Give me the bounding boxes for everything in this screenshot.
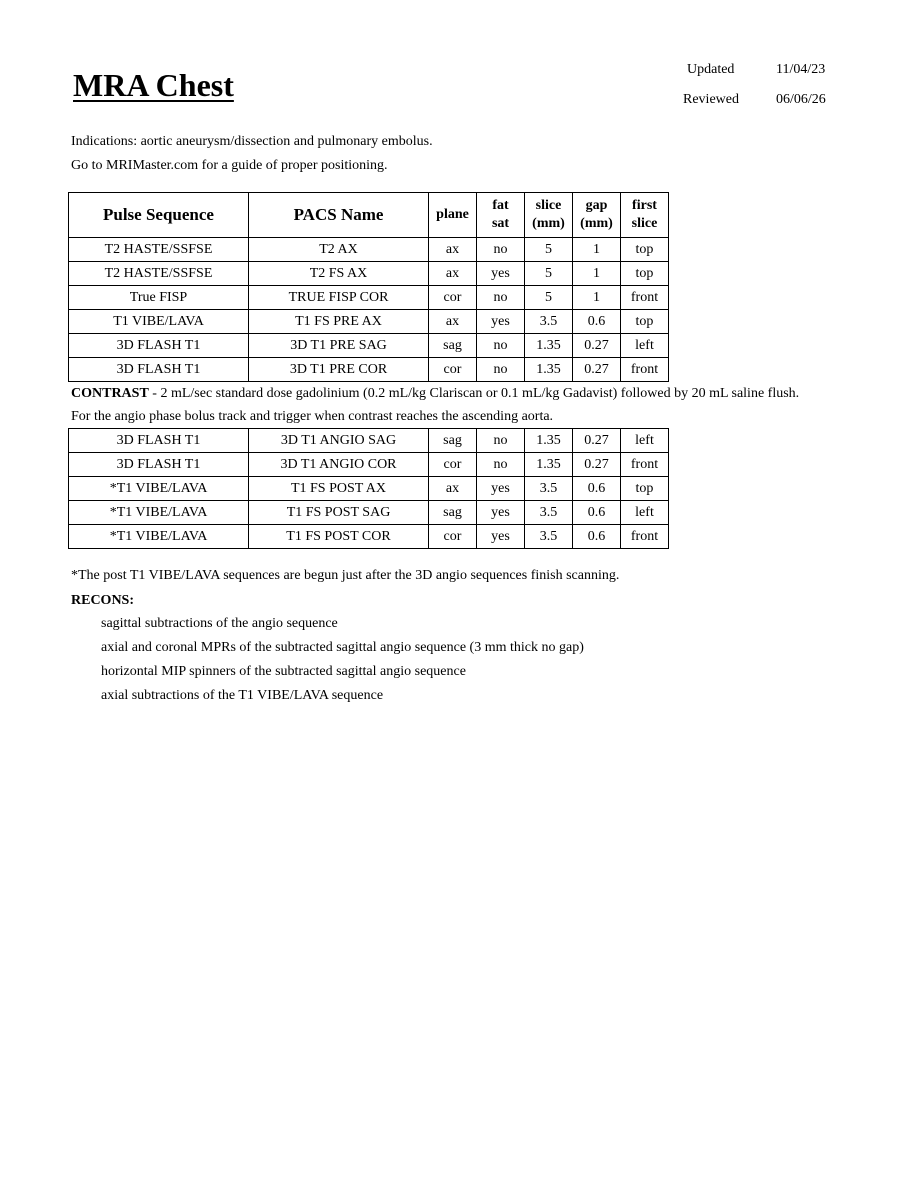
cell-fat-sat: no: [477, 453, 525, 477]
cell-pulse-sequence: T1 VIBE/LAVA: [69, 310, 249, 334]
page-title: MRA Chest: [73, 67, 234, 103]
cell-slice-thickness: 3.5: [525, 501, 573, 525]
cell-plane: ax: [429, 477, 477, 501]
cell-pacs-name: 3D T1 ANGIO SAG: [249, 429, 429, 453]
cell-gap: 0.6: [573, 525, 621, 549]
post-contrast-rows: [69, 429, 669, 549]
cell-gap: 0.6: [573, 501, 621, 525]
cell-slice-thickness: 5: [525, 238, 573, 262]
cell-fat-sat: yes: [477, 310, 525, 334]
cell-slice-thickness: 5: [525, 286, 573, 310]
cell-fat-sat: no: [477, 286, 525, 310]
header-first-slice: [621, 193, 669, 238]
cell-pulse-sequence: True FISP: [69, 286, 249, 310]
cell-gap: 1: [573, 286, 621, 310]
header-fat-sat: [477, 193, 525, 238]
cell-plane: cor: [429, 286, 477, 310]
cell-first-slice: top: [621, 310, 669, 334]
cell-pacs-name: 3D T1 PRE COR: [249, 358, 429, 382]
cell-slice-thickness: 1.35: [525, 358, 573, 382]
cell-pulse-sequence: *T1 VIBE/LAVA: [69, 501, 249, 525]
cell-slice-thickness: 3.5: [525, 477, 573, 501]
cell-first-slice: left: [621, 334, 669, 358]
cell-pacs-name: TRUE FISP COR: [249, 286, 429, 310]
cell-pacs-name: 3D T1 PRE SAG: [249, 334, 429, 358]
indications-text: Indications: aortic aneurysm/dissection and pulmonary embolus.: [71, 134, 433, 149]
cell-fat-sat: no: [477, 238, 525, 262]
cell-pacs-name: T2 AX: [249, 238, 429, 262]
cell-first-slice: top: [621, 477, 669, 501]
cell-pulse-sequence: 3D FLASH T1: [69, 358, 249, 382]
post-note: *The post T1 VIBE/LAVA sequences are begun just after the 3D angio sequences finish scanning.: [71, 568, 620, 583]
cell-slice-thickness: 1.35: [525, 334, 573, 358]
cell-plane: ax: [429, 310, 477, 334]
cell-pulse-sequence: 3D FLASH T1: [69, 453, 249, 477]
cell-slice-thickness: 5: [525, 262, 573, 286]
cell-plane: sag: [429, 429, 477, 453]
recons-label: RECONS:: [71, 593, 135, 608]
updated-label: Updated: [687, 62, 735, 77]
post-contrast-table: [68, 428, 669, 549]
cell-pacs-name: 3D T1 ANGIO COR: [249, 453, 429, 477]
cell-first-slice: top: [621, 238, 669, 262]
cell-first-slice: left: [621, 429, 669, 453]
cell-gap: 0.27: [573, 358, 621, 382]
cell-pulse-sequence: 3D FLASH T1: [69, 334, 249, 358]
recon-item: horizontal MIP spinners of the subtracted sagittal angio sequence: [101, 664, 466, 679]
table-row: [69, 358, 669, 382]
cell-pacs-name: T1 FS POST COR: [249, 525, 429, 549]
table-header-row: [69, 193, 669, 238]
table-row: [69, 286, 669, 310]
cell-plane: cor: [429, 525, 477, 549]
table-row: [69, 238, 669, 262]
header-gap: [573, 193, 621, 238]
cell-plane: ax: [429, 262, 477, 286]
cell-plane: sag: [429, 501, 477, 525]
cell-fat-sat: no: [477, 358, 525, 382]
cell-plane: sag: [429, 334, 477, 358]
cell-first-slice: front: [621, 286, 669, 310]
recon-item: axial and coronal MPRs of the subtracted sagittal angio sequence (3 mm thick no gap): [101, 640, 584, 655]
table-row: [69, 501, 669, 525]
cell-pacs-name: T1 FS PRE AX: [249, 310, 429, 334]
cell-pulse-sequence: T2 HASTE/SSFSE: [69, 238, 249, 262]
reviewed-label: Reviewed: [683, 92, 739, 107]
header-pacs-name: PACS Name: [249, 193, 429, 238]
cell-gap: 1: [573, 238, 621, 262]
header-slice-line2: (mm): [532, 216, 565, 231]
table-row: [69, 262, 669, 286]
cell-fat-sat: yes: [477, 262, 525, 286]
table-row: [69, 334, 669, 358]
recon-item: sagittal subtractions of the angio sequence: [101, 616, 338, 631]
updated-date: 11/04/23: [776, 62, 826, 77]
header-first-line1: first: [632, 198, 657, 213]
cell-first-slice: front: [621, 358, 669, 382]
table-row: [69, 429, 669, 453]
cell-fat-sat: yes: [477, 477, 525, 501]
header-gap-line2: (mm): [580, 216, 613, 231]
header-plane: plane: [429, 193, 477, 238]
cell-pulse-sequence: T2 HASTE/SSFSE: [69, 262, 249, 286]
contrast-line: [71, 385, 799, 403]
cell-first-slice: front: [621, 525, 669, 549]
cell-gap: 0.27: [573, 334, 621, 358]
cell-pacs-name: T2 FS AX: [249, 262, 429, 286]
cell-first-slice: front: [621, 453, 669, 477]
cell-plane: cor: [429, 358, 477, 382]
cell-first-slice: left: [621, 501, 669, 525]
contrast-text: - 2 mL/sec standard dose gadolinium (0.2 mL/kg Clariscan or 0.1 mL/kg Gadavist) followed by 20 mL saline flush.: [148, 386, 800, 401]
pre-contrast-rows: [69, 238, 669, 382]
table-row: [69, 310, 669, 334]
header-gap-line1: gap: [585, 198, 608, 213]
cell-slice-thickness: 3.5: [525, 310, 573, 334]
header-slice-line1: slice: [535, 198, 562, 213]
cell-fat-sat: no: [477, 429, 525, 453]
table-row: [69, 525, 669, 549]
header-fat-sat-line1: fat: [492, 198, 509, 213]
contrast-label: CONTRAST: [71, 386, 149, 401]
cell-pulse-sequence: *T1 VIBE/LAVA: [69, 477, 249, 501]
positioning-text: Go to MRIMaster.com for a guide of proper positioning.: [71, 158, 388, 173]
cell-pacs-name: T1 FS POST AX: [249, 477, 429, 501]
cell-gap: 1: [573, 262, 621, 286]
cell-gap: 0.27: [573, 453, 621, 477]
cell-pulse-sequence: 3D FLASH T1: [69, 429, 249, 453]
cell-pulse-sequence: *T1 VIBE/LAVA: [69, 525, 249, 549]
recon-item: axial subtractions of the T1 VIBE/LAVA sequence: [101, 688, 384, 703]
cell-slice-thickness: 1.35: [525, 453, 573, 477]
cell-fat-sat: no: [477, 334, 525, 358]
cell-plane: cor: [429, 453, 477, 477]
header-pulse-sequence: Pulse Sequence: [69, 193, 249, 238]
cell-pacs-name: T1 FS POST SAG: [249, 501, 429, 525]
header-first-line2: slice: [631, 216, 658, 231]
header-fat-sat-line2: sat: [491, 216, 510, 231]
reviewed-date: 06/06/26: [776, 92, 826, 107]
cell-gap: 0.6: [573, 310, 621, 334]
cell-gap: 0.27: [573, 429, 621, 453]
bolus-text: For the angio phase bolus track and trigger when contrast reaches the ascending aorta.: [71, 409, 554, 424]
table-row: [69, 477, 669, 501]
cell-plane: ax: [429, 238, 477, 262]
cell-gap: 0.6: [573, 477, 621, 501]
cell-fat-sat: yes: [477, 501, 525, 525]
cell-first-slice: top: [621, 262, 669, 286]
cell-slice-thickness: 1.35: [525, 429, 573, 453]
pre-contrast-table: [68, 192, 669, 382]
cell-slice-thickness: 3.5: [525, 525, 573, 549]
cell-fat-sat: yes: [477, 525, 525, 549]
header-slice: [525, 193, 573, 238]
table-row: [69, 453, 669, 477]
